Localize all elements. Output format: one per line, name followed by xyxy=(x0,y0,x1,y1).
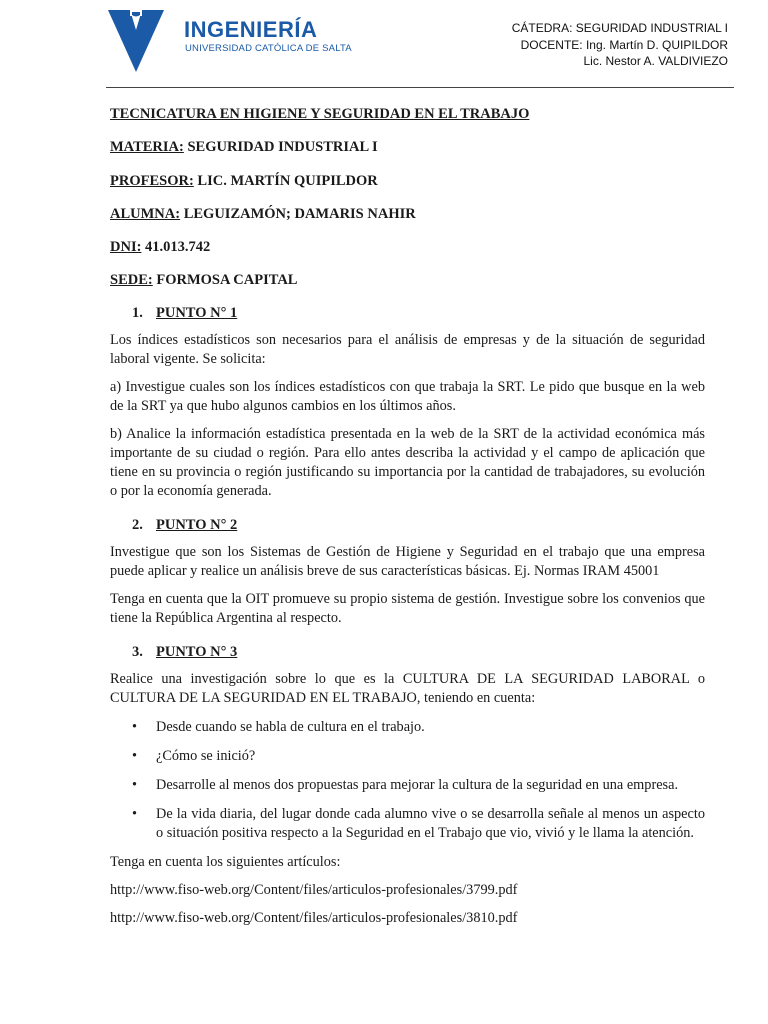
punto-number: 2. xyxy=(132,517,143,534)
list-item xyxy=(110,718,705,737)
paragraph: Tenga en cuenta los siguientes artículos: xyxy=(110,854,341,871)
field-key: PROFESOR: xyxy=(110,172,194,189)
field-key: MATERIA: xyxy=(110,139,184,156)
paragraph: b) Analice la información estadística presentada en la web de la SRT de la actividad económica más importante de su ciudad o región. Para ello antes describa la actividad y el campo de aplicación que tiene en su provincia o región justificando su importancia por la cantidad de trabajadores, su evolución o por la economía generada. xyxy=(110,426,705,500)
paragraph: a) Investigue cuales son los índices estadísticos con que trabaja la SRT. Le pido que busque en la web de la SRT ya que hubo algunos cambios en los últimos años. xyxy=(110,379,705,415)
field-key: ALUMNA: xyxy=(110,205,181,222)
list-item-text: Desde cuando se habla de cultura en el trabajo. xyxy=(156,719,425,736)
bullet-icon: • xyxy=(132,748,138,765)
list-item-text: De la vida diaria, del lugar donde cada alumno vive o se desarrolla señale al menos un aspecto o situación positiva respecto a la Seguridad en el Trabajo que vio, vivió y le llama la atención. xyxy=(156,806,705,842)
list-item-text: ¿Cómo se inició? xyxy=(156,748,256,765)
punto-title: PUNTO N° 2 xyxy=(156,517,238,534)
article-link[interactable]: http://www.fiso-web.org/Content/files/articulos-profesionales/3799.pdf xyxy=(110,882,518,899)
field-value: LIC. MARTÍN QUIPILDOR xyxy=(197,172,378,189)
field-value: 41.013.742 xyxy=(145,239,211,256)
punto-title: PUNTO N° 1 xyxy=(156,305,238,322)
paragraph: Realice una investigación sobre lo que es la CULTURA DE LA SEGURIDAD LABORAL o CULTURA DE LA SEGURIDAD EN EL TRABAJO, teniendo en cuenta: xyxy=(110,671,705,707)
punto-1-heading xyxy=(132,304,705,322)
field-profesor xyxy=(110,172,705,190)
document-body xyxy=(110,105,705,928)
header-rule xyxy=(106,87,734,88)
brand-title: INGENIERÍA xyxy=(184,17,318,42)
punto-title: PUNTO N° 3 xyxy=(156,644,238,661)
punto-2-heading xyxy=(132,516,705,534)
header-info-line: DOCENTE: Ing. Martín D. QUIPILDOR xyxy=(520,37,728,52)
document-title xyxy=(110,105,705,123)
header-info-line: CÁTEDRA: SEGURIDAD INDUSTRIAL I xyxy=(511,21,728,35)
article-link[interactable]: http://www.fiso-web.org/Content/files/articulos-profesionales/3810.pdf xyxy=(110,910,518,927)
field-value: FORMOSA CAPITAL xyxy=(156,272,298,289)
punto-number: 3. xyxy=(132,644,143,661)
field-alumna xyxy=(110,205,705,223)
field-value: SEGURIDAD INDUSTRIAL I xyxy=(187,139,378,156)
list-item xyxy=(110,747,705,766)
brand-subtitle: UNIVERSIDAD CATÓLICA DE SALTA xyxy=(185,43,352,54)
field-value: LEGUIZAMÓN; DAMARIS NAHIR xyxy=(183,205,416,222)
punto-3-heading xyxy=(132,643,705,661)
field-materia xyxy=(110,138,705,156)
list-item xyxy=(110,776,705,795)
field-key: DNI: xyxy=(110,239,142,256)
header-info-line: Lic. Nestor A. VALDIVIEZO xyxy=(583,54,728,68)
university-logo xyxy=(108,10,164,72)
field-sede xyxy=(110,271,705,289)
bullet-icon: • xyxy=(132,777,138,794)
bullet-icon: • xyxy=(132,719,138,736)
field-key: SEDE: xyxy=(110,272,153,289)
paragraph: Tenga en cuenta que la OIT promueve su propio sistema de gestión. Investigue sobre los convenios que tiene la República Argentina al respecto. xyxy=(110,591,705,627)
list-item-text: Desarrolle al menos dos propuestas para mejorar la cultura de la seguridad en una empresa. xyxy=(156,777,679,794)
field-dni xyxy=(110,238,705,256)
bullet-icon: • xyxy=(132,806,138,823)
punto-number: 1. xyxy=(132,305,143,322)
paragraph: Los índices estadísticos son necesarios para el análisis de empresas y de la situación de seguridad laboral vigente. Se solicita: xyxy=(110,332,705,368)
bullet-list xyxy=(110,718,705,843)
page-header xyxy=(0,0,768,90)
document-title-text: TECNICATURA EN HIGIENE Y SEGURIDAD EN EL TRABAJO xyxy=(110,106,530,122)
list-item xyxy=(110,805,705,843)
paragraph: Investigue que son los Sistemas de Gestión de Higiene y Seguridad en el trabajo que una empresa puede aplicar y realice un análisis breve de sus características básicas. Ej. Normas IRAM 45001 xyxy=(110,544,705,580)
header-info xyxy=(512,20,728,70)
